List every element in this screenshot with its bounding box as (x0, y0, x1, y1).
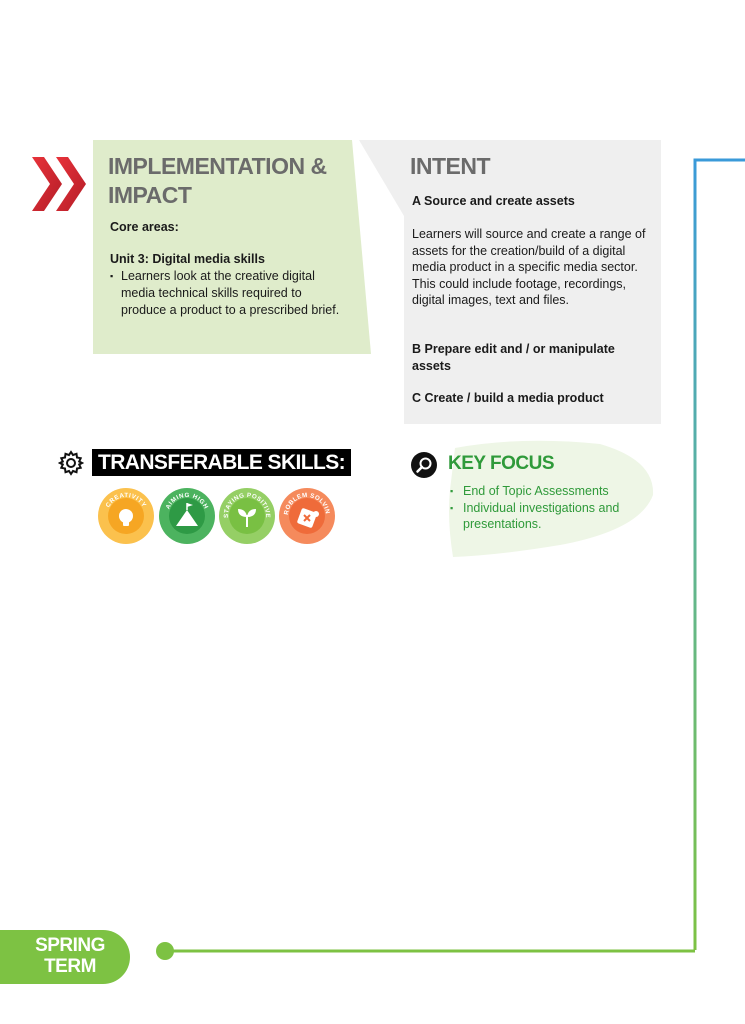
implementation-title-line1: IMPLEMENTATION & (108, 153, 327, 179)
badge-label: AIMING HIGH (164, 491, 210, 511)
gear-icon (58, 450, 84, 476)
badge-label: CREATIVITY (104, 491, 148, 509)
badge-label: ROBLEM SOLVIN (282, 491, 331, 516)
staying-positive-badge (218, 487, 276, 545)
list-item: ▪ Individual investigations and presentations. (450, 500, 650, 533)
term-line1: SPRING (35, 935, 105, 956)
search-magnifier-icon (410, 451, 438, 479)
implementation-bullets (110, 268, 342, 319)
implementation-title-line2: IMPACT (108, 182, 192, 208)
list-item: ▪ Learners look at the creative digital media technical skills required to produce a product to a prescribed brief. (110, 268, 342, 319)
chevron-arrows-icon (30, 153, 92, 215)
intent-section-a-body: Learners will source and create a range of assets for the creation/build of a digital media product in a specific media sector. This could include footage, recordings, digital images, text and files. (412, 227, 646, 307)
key-focus-title: KEY FOCUS (448, 453, 555, 474)
transferable-skills-title: TRANSFERABLE SKILLS: (92, 449, 351, 476)
list-item: ▪ End of Topic Assessments (450, 483, 650, 500)
core-areas-label: Core areas: (110, 220, 179, 234)
unit-label: Unit 3: Digital media skills (110, 252, 265, 266)
key-focus-list (450, 483, 650, 533)
term-line2: TERM (44, 956, 96, 977)
intent-title: INTENT (410, 153, 491, 179)
intent-section-c-heading: C Create / build a media product (412, 391, 604, 405)
creativity-badge (97, 487, 155, 545)
term-label (20, 935, 120, 977)
implementation-title (108, 152, 358, 210)
intent-section-b-heading: B Prepare edit and / or manipulate assets (412, 342, 615, 373)
badge-label: STAYING POSITIVE (222, 491, 272, 519)
intent-section-a-heading: A Source and create assets (412, 194, 575, 208)
problem-solving-badge (278, 487, 336, 545)
aiming-high-badge (158, 487, 216, 545)
